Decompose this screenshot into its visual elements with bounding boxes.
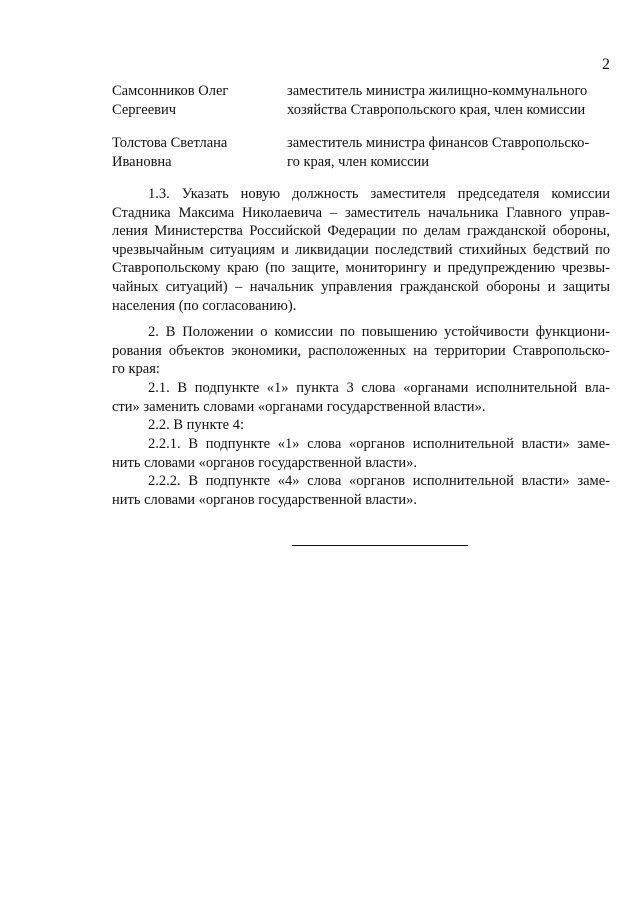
text-line: населения (по согласованию). — [112, 297, 297, 314]
text-line: 1.3. Указать новую должность заместителя председателя комиссии — [148, 186, 610, 202]
text-line: ления Министерства Российской Федерации по делам гражданской обороны, — [112, 223, 610, 240]
text-line: нить словами «органов государственной власти». — [112, 491, 417, 508]
text-line: го края: — [112, 361, 160, 378]
text-line: 2.2. В пункте 4: — [148, 417, 244, 433]
page-number: 2 — [602, 56, 610, 73]
text-line: чайных ситуаций) – начальник управления гражданской обороны и защиты — [112, 278, 610, 295]
member-name: Толстова Светлана Ивановна — [112, 135, 228, 170]
text-line: нить словами «органов государственной власти». — [112, 454, 417, 471]
end-of-document-rule — [292, 545, 468, 546]
text-line: Ставропольскому краю (по защите, мониторингу и предупреждению чрезвы- — [112, 260, 610, 277]
paragraph-2-2-2 — [112, 472, 610, 509]
text-line: 2.2.1. В подпункте «1» слова «органов исполнительной власти» заме- — [148, 436, 610, 452]
paragraph-1-3 — [112, 185, 610, 315]
text-line: чрезвычайным ситуациям и ликвидации последствий стихийных бедствий по — [112, 241, 610, 258]
paragraph-2-2 — [112, 416, 610, 435]
text-line: 2.2.2. В подпункте «4» слова «органов исполнительной власти» заме- — [148, 473, 610, 489]
member-role: заместитель министра жилищно-коммунального хозяйства Ставропольского края, член комиссии — [287, 83, 588, 118]
text-line: 2.1. В подпункте «1» пункта 3 слова «органами исполнительной вла- — [148, 380, 610, 396]
text-line: сти» заменить словами «органами государственной власти». — [112, 398, 486, 415]
text-line: 2. В Положении о комиссии по повышению устойчивости функциони- — [148, 324, 610, 340]
member-role: заместитель министра финансов Ставропольско- го края, член комиссии — [287, 135, 590, 170]
text-line: Стадника Максима Николаевича – заместитель начальника Главного управ- — [112, 204, 610, 221]
text-line: рования объектов экономики, расположенных на территории Ставропольско- — [112, 342, 610, 359]
paragraph-2-2-1 — [112, 435, 610, 472]
paragraph-2-1 — [112, 379, 610, 416]
member-name: Самсонников Олег Сергеевич — [112, 83, 229, 118]
paragraph-2 — [112, 323, 610, 379]
